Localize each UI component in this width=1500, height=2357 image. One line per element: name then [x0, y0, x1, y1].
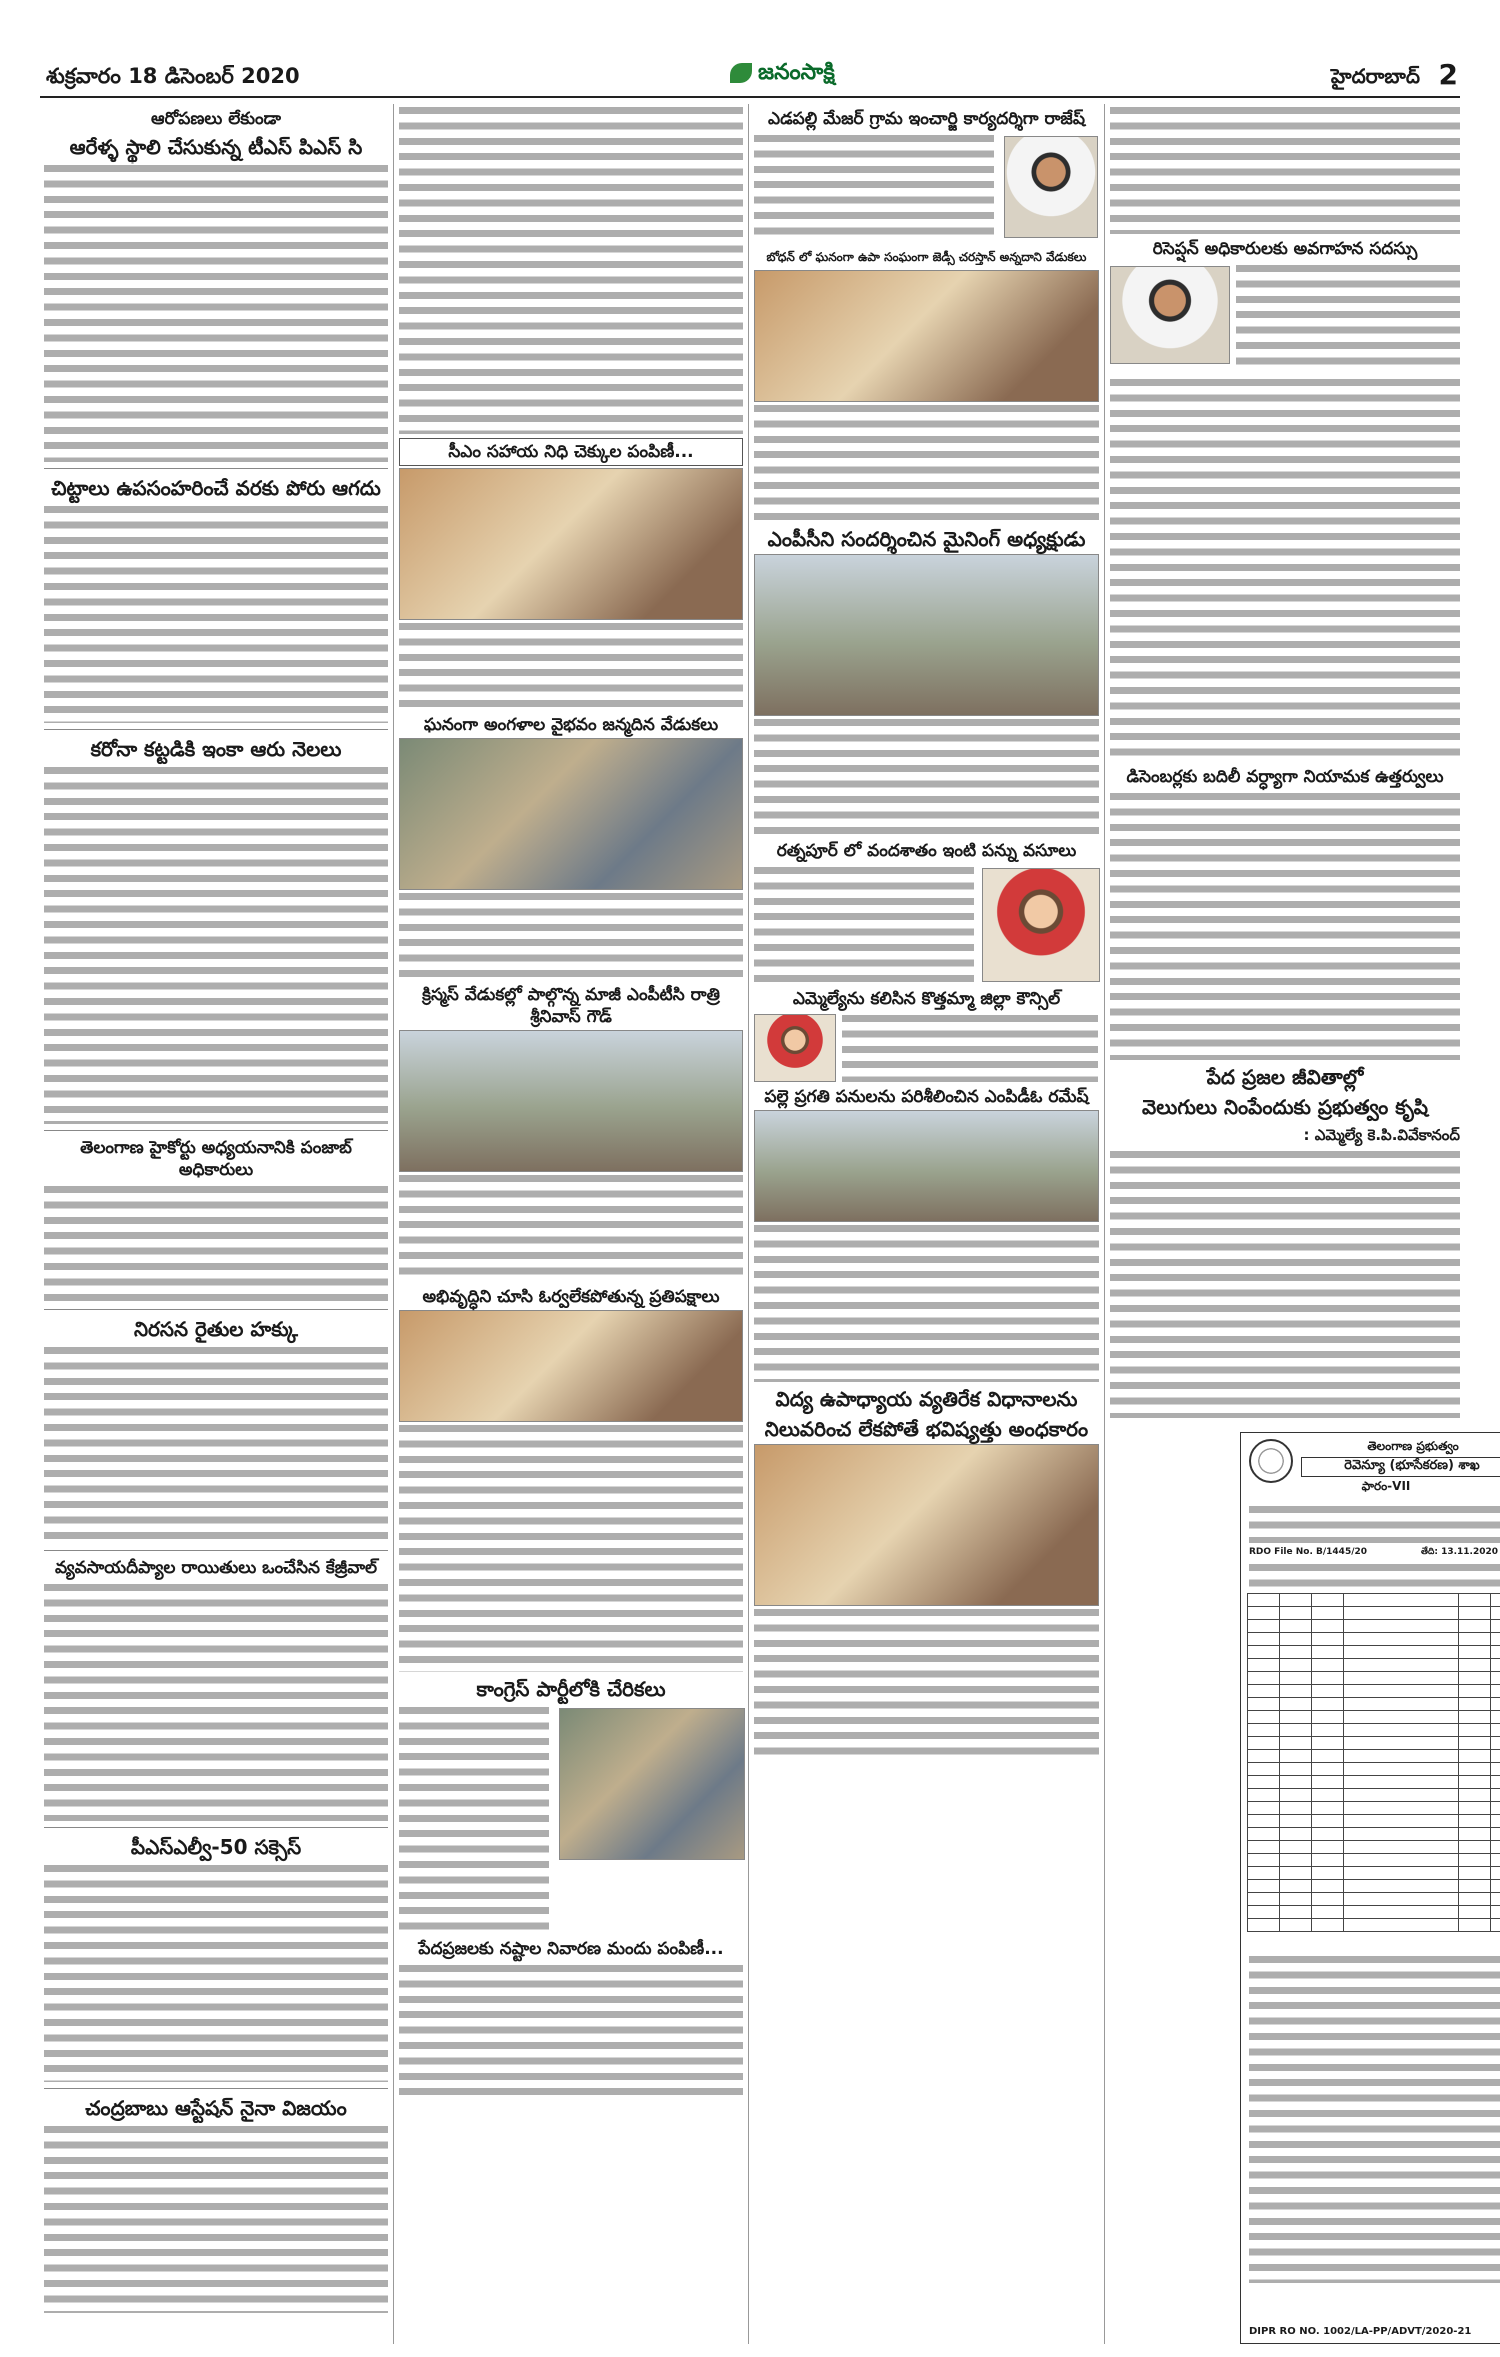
notice-form: ఫారం-VII: [1361, 1479, 1411, 1493]
article-body: [754, 1222, 1099, 1382]
notice-table-cell: [1491, 1724, 1500, 1737]
divider: [44, 729, 388, 730]
notice-table-row: [1248, 1620, 1500, 1633]
notice-table-cell: [1459, 1737, 1491, 1750]
portrait-photo: [1004, 136, 1098, 238]
notice-table-cell: [1312, 1698, 1344, 1711]
notice-table-cell: [1248, 1789, 1280, 1802]
notice-ref: RDO File No. B/1445/20: [1249, 1547, 1368, 1557]
notice-table-cell: [1280, 1802, 1312, 1815]
notice-table-cell: [1312, 1750, 1344, 1763]
notice-table-cell: [1248, 1672, 1280, 1685]
notice-table-row: [1248, 1607, 1500, 1620]
notice-table-cell: [1344, 1789, 1459, 1802]
headline: వ్యవసాయదీప్యాల రాయితులు ఒంచేసిన కేజ్రీవాల్: [54, 1558, 378, 1578]
headline: కాంగ్రెస్ పార్టీలోకి చేరికలు: [476, 1677, 666, 1701]
notice-table-cell: [1312, 1867, 1344, 1880]
notice-table-cell: [1312, 1724, 1344, 1737]
portrait-photo: [982, 868, 1100, 982]
notice-table-cell: [1312, 1880, 1344, 1893]
notice-table-cell: [1459, 1594, 1491, 1607]
notice-table-cell: [1280, 1659, 1312, 1672]
headline: కరోనా కట్టడికి ఇంకా ఆరు నెలలు: [90, 737, 342, 761]
divider: [44, 2088, 388, 2089]
notice-table-cell: [1344, 1815, 1459, 1828]
article-body: [1110, 104, 1460, 234]
photo: [754, 270, 1099, 402]
article-body: [399, 1704, 549, 1934]
headline: నిరసన రైతుల హక్కు: [134, 1317, 298, 1341]
notice-table-cell: [1248, 1776, 1280, 1789]
headline: తెలంగాణ హైకోర్టు అధ్యయనానికి పంజాబ్ అధికారులు: [80, 1138, 352, 1180]
issue-date: శుక్రవారం 18 డిసెంబర్ 2020: [46, 64, 300, 88]
headline: క్రిస్మస్ వేడుకల్లో పాల్గొన్న మాజీ ఎంపీటీసి రాత్రి శ్రీనివాస్ గౌడ్: [422, 985, 720, 1027]
notice-table-cell: [1459, 1607, 1491, 1620]
notice-table-cell: [1491, 1750, 1500, 1763]
notice-table-cell: [1344, 1620, 1459, 1633]
headline: అభివృద్ధిని చూసి ఓర్వలేకపోతున్న ప్రతిపక్షాలు: [422, 1287, 720, 1307]
notice-schedule-table: [1247, 1593, 1500, 1932]
article-body: [44, 764, 388, 1124]
notice-table-row: [1248, 1776, 1500, 1789]
article-body: [1110, 376, 1460, 762]
notice-table-cell: [1248, 1893, 1280, 1906]
newspaper-logo: [730, 60, 835, 90]
notice-table-row: [1248, 1633, 1500, 1646]
notice-table-cell: [1459, 1815, 1491, 1828]
notice-table-cell: [1344, 1906, 1459, 1919]
notice-table-cell: [1248, 1854, 1280, 1867]
notice-table-row: [1248, 1724, 1500, 1737]
headline: పేదప్రజలకు నష్టాల నివారణ మందు పంపిణీ...: [418, 1939, 724, 1959]
notice-table-cell: [1280, 1919, 1312, 1932]
notice-table-row: [1248, 1802, 1500, 1815]
notice-table-cell: [1248, 1659, 1280, 1672]
headline: చిట్టాలు ఉపసంహరించే వరకు పోరు ఆగదు: [51, 476, 381, 500]
article-body: [1110, 790, 1460, 1060]
notice-table-cell: [1491, 1607, 1500, 1620]
notice-table-row: [1248, 1711, 1500, 1724]
notice-table-cell: [1280, 1867, 1312, 1880]
article-body: [399, 1172, 743, 1282]
divider: [44, 1130, 388, 1131]
article-body: [754, 864, 974, 984]
article-body: [1110, 1148, 1460, 1418]
headline: రిసెప్షన్ అధికారులకు అవగాహన సదస్సు: [1152, 239, 1418, 259]
notice-table-cell: [1491, 1789, 1500, 1802]
notice-table-cell: [1248, 1880, 1280, 1893]
article-body: [754, 402, 1099, 522]
headline: రత్నపూర్ లో వందశాతం ఇంటి పన్ను వసూలు: [776, 841, 1077, 861]
notice-table-cell: [1344, 1724, 1459, 1737]
notice-table-cell: [1491, 1919, 1500, 1932]
notice-table-cell: [1344, 1893, 1459, 1906]
notice-department: రెవెన్యూ (భూసేకరణ) శాఖ: [1301, 1457, 1500, 1477]
column-divider: [748, 104, 749, 2344]
headline: బోధన్ లో ఘనంగా ఉపా సంఘంగా జెడ్సీ చరస్తాన్ అన్నదాని వేడుకలు: [766, 250, 1087, 264]
notice-header: తెలంగాణ ప్రభుత్వం: [1367, 1439, 1459, 1453]
photo: [399, 738, 743, 890]
notice-table-cell: [1459, 1854, 1491, 1867]
article-body: [44, 1183, 388, 1303]
notice-table-cell: [1280, 1906, 1312, 1919]
headline-sub: ఆరేళ్ళ స్థాలి చేసుకున్న టీఎస్ పిఎస్ సి: [69, 135, 363, 159]
notice-table-cell: [1248, 1594, 1280, 1607]
headline: ఎమ్మెల్యేను కలిసిన కొత్తమ్మా జిల్లా కౌన్సిల్: [792, 989, 1061, 1009]
notice-table-cell: [1312, 1607, 1344, 1620]
notice-table-cell: [1491, 1893, 1500, 1906]
headline: ఆరోపణలు లేకుండా: [151, 109, 281, 129]
notice-table-cell: [1312, 1893, 1344, 1906]
notice-table-cell: [1248, 1711, 1280, 1724]
notice-table-cell: [1491, 1776, 1500, 1789]
notice-table-cell: [1312, 1763, 1344, 1776]
notice-table-cell: [1459, 1685, 1491, 1698]
brand-name: జనంసాక్షి: [758, 60, 835, 85]
government-notice: [1240, 1432, 1500, 2344]
photo: [754, 1444, 1099, 1606]
article-with-photo: [754, 132, 1099, 242]
notice-table-cell: [1459, 1880, 1491, 1893]
notice-table-cell: [1280, 1854, 1312, 1867]
notice-table-row: [1248, 1854, 1500, 1867]
notice-table-cell: [1280, 1841, 1312, 1854]
notice-table-cell: [1248, 1867, 1280, 1880]
notice-table-cell: [1344, 1672, 1459, 1685]
article-body: [754, 1606, 1099, 1756]
notice-table-cell: [1312, 1906, 1344, 1919]
notice-table-cell: [1491, 1828, 1500, 1841]
divider: [44, 1827, 388, 1828]
notice-table-cell: [1312, 1620, 1344, 1633]
notice-table-cell: [1491, 1906, 1500, 1919]
notice-table-cell: [1491, 1659, 1500, 1672]
column-3: [754, 104, 1099, 1756]
notice-table-cell: [1459, 1893, 1491, 1906]
photo: [399, 1310, 743, 1422]
masthead: [40, 60, 1460, 96]
divider: [44, 468, 388, 469]
notice-table-cell: [1280, 1711, 1312, 1724]
notice-table-cell: [1312, 1919, 1344, 1932]
notice-table-cell: [1459, 1633, 1491, 1646]
notice-table-cell: [1491, 1620, 1500, 1633]
headline: పల్లె ప్రగతి పనులను పరిశీలించిన ఎంపిడీఓ రమేష్: [764, 1087, 1089, 1107]
notice-table-cell: [1344, 1633, 1459, 1646]
notice-table-cell: [1248, 1685, 1280, 1698]
notice-table-cell: [1459, 1763, 1491, 1776]
notice-table-cell: [1280, 1828, 1312, 1841]
notice-table-cell: [1344, 1828, 1459, 1841]
notice-table-cell: [1491, 1594, 1500, 1607]
leaf-icon: [730, 63, 752, 83]
notice-table-row: [1248, 1867, 1500, 1880]
notice-table-cell: [1312, 1646, 1344, 1659]
notice-table-cell: [1280, 1724, 1312, 1737]
notice-table-cell: [1344, 1659, 1459, 1672]
notice-table-cell: [1459, 1711, 1491, 1724]
notice-table-cell: [1248, 1750, 1280, 1763]
notice-table-cell: [1248, 1906, 1280, 1919]
notice-table-row: [1248, 1841, 1500, 1854]
notice-table-cell: [1312, 1737, 1344, 1750]
notice-table-cell: [1312, 1776, 1344, 1789]
notice-table-cell: [1248, 1828, 1280, 1841]
headline-sub: నిలువరించ లేకపోతే భవిష్యత్తు అంధకారం: [764, 1417, 1089, 1441]
notice-table-cell: [1312, 1685, 1344, 1698]
portrait-photo: [754, 1014, 836, 1082]
portrait-photo: [1110, 266, 1230, 364]
notice-table-cell: [1459, 1750, 1491, 1763]
notice-table-cell: [1312, 1789, 1344, 1802]
article-body: [44, 1344, 388, 1544]
notice-table-cell: [1491, 1685, 1500, 1698]
notice-table-cell: [1491, 1672, 1500, 1685]
photo: [399, 1030, 743, 1172]
notice-table-cell: [1280, 1789, 1312, 1802]
notice-table-cell: [1280, 1672, 1312, 1685]
notice-table-cell: [1248, 1919, 1280, 1932]
notice-table-cell: [1491, 1633, 1500, 1646]
notice-table-cell: [1344, 1776, 1459, 1789]
notice-table-cell: [1312, 1659, 1344, 1672]
notice-table-cell: [1491, 1880, 1500, 1893]
notice-table-cell: [1280, 1633, 1312, 1646]
notice-table-cell: [1280, 1880, 1312, 1893]
notice-table-row: [1248, 1880, 1500, 1893]
notice-table-cell: [1248, 1841, 1280, 1854]
notice-table-cell: [1491, 1802, 1500, 1815]
photo: [559, 1708, 745, 1860]
article-body: [44, 1862, 388, 2082]
notice-table-cell: [1459, 1906, 1491, 1919]
notice-intro: [1249, 1503, 1500, 1543]
headline: ఎడపల్లి మేజర్ గ్రామ ఇంచార్జి కార్యదర్శిగా రాజేష్: [768, 109, 1085, 129]
notice-table-row: [1248, 1646, 1500, 1659]
article-body: [399, 1422, 743, 1672]
notice-table-row: [1248, 1672, 1500, 1685]
notice-table-row: [1248, 1685, 1500, 1698]
notice-table-row: [1248, 1594, 1500, 1607]
notice-table-cell: [1344, 1698, 1459, 1711]
notice-table-cell: [1344, 1802, 1459, 1815]
article-body: [399, 1962, 743, 2102]
notice-table-cell: [1312, 1594, 1344, 1607]
notice-table-cell: [1312, 1633, 1344, 1646]
article-body: [44, 503, 388, 723]
notice-table-cell: [1344, 1919, 1459, 1932]
notice-table-cell: [1312, 1841, 1344, 1854]
notice-table-row: [1248, 1789, 1500, 1802]
article-body: [44, 2123, 388, 2313]
notice-table-cell: [1280, 1893, 1312, 1906]
article-body: [44, 1581, 388, 1821]
notice-table-cell: [1459, 1867, 1491, 1880]
column-4: [1110, 104, 1460, 1418]
notice-table-cell: [1248, 1607, 1280, 1620]
notice-table-cell: [1491, 1763, 1500, 1776]
notice-table-cell: [1312, 1815, 1344, 1828]
notice-table-cell: [1248, 1620, 1280, 1633]
notice-table-cell: [1344, 1685, 1459, 1698]
photo: [754, 554, 1099, 716]
article-with-photo: [1110, 262, 1460, 762]
notice-table-cell: [1280, 1646, 1312, 1659]
column-divider: [393, 104, 394, 2344]
notice-table-cell: [1280, 1620, 1312, 1633]
article-with-photo: [754, 1012, 1099, 1082]
notice-table-cell: [1459, 1724, 1491, 1737]
column-divider: [1104, 104, 1105, 2344]
notice-text: [1249, 1953, 1500, 2283]
article-with-photo: [754, 864, 1099, 984]
notice-date: తేది: 13.11.2020: [1421, 1547, 1499, 1557]
notice-table-cell: [1459, 1919, 1491, 1932]
notice-table-row: [1248, 1659, 1500, 1672]
headline: విద్య ఉపాధ్యాయ వ్యతిరేక విధానాలను: [775, 1387, 1078, 1411]
notice-table-cell: [1280, 1750, 1312, 1763]
edition-city: హైదరాబాద్: [1330, 64, 1420, 88]
notice-table-cell: [1344, 1867, 1459, 1880]
article-body: [842, 1012, 1098, 1082]
notice-table-cell: [1280, 1594, 1312, 1607]
article-body: [1236, 262, 1460, 372]
notice-table-cell: [1344, 1646, 1459, 1659]
headline: పేద ప్రజల జీవితాల్లో: [1206, 1065, 1364, 1089]
article-body: [399, 620, 743, 710]
notice-table-row: [1248, 1919, 1500, 1932]
headline: డిసెంబర్లకు బదిలీ వర్ధ్యాగా నియామక ఉత్తర్వులు: [1126, 767, 1444, 787]
photo: [754, 1110, 1099, 1222]
notice-table-row: [1248, 1763, 1500, 1776]
notice-table-cell: [1344, 1737, 1459, 1750]
notice-table-cell: [1248, 1815, 1280, 1828]
notice-table-cell: [1344, 1594, 1459, 1607]
notice-table-cell: [1459, 1620, 1491, 1633]
notice-table-cell: [1459, 1789, 1491, 1802]
notice-table-cell: [1459, 1828, 1491, 1841]
notice-table-cell: [1248, 1802, 1280, 1815]
notice-table-cell: [1344, 1711, 1459, 1724]
notice-table-cell: [1248, 1633, 1280, 1646]
notice-table-row: [1248, 1750, 1500, 1763]
notice-table-cell: [1312, 1802, 1344, 1815]
notice-table-cell: [1459, 1776, 1491, 1789]
notice-table-cell: [1280, 1763, 1312, 1776]
notice-table-cell: [1248, 1698, 1280, 1711]
notice-table-cell: [1280, 1607, 1312, 1620]
notice-table-cell: [1344, 1750, 1459, 1763]
headline: ఘనంగా అంగళాల వైభవం జన్మదిన వేడుకలు: [423, 715, 719, 735]
notice-table-row: [1248, 1828, 1500, 1841]
notice-table-cell: [1491, 1867, 1500, 1880]
notice-table-cell: [1344, 1854, 1459, 1867]
notice-table-cell: [1248, 1724, 1280, 1737]
article-body: [399, 104, 743, 434]
notice-table-cell: [1491, 1646, 1500, 1659]
headline-sub: వెలుగులు నింపేందుకు ప్రభుత్వం కృషి: [1142, 1095, 1428, 1119]
byline: : ఎమ్మెల్యే కె.పి.వివేకానంద్: [1303, 1126, 1460, 1144]
notice-table-row: [1248, 1737, 1500, 1750]
notice-table-cell: [1491, 1711, 1500, 1724]
article-with-photo: [399, 1704, 743, 1934]
page-number: 2: [1438, 58, 1458, 91]
photo: [399, 468, 743, 620]
divider: [44, 1309, 388, 1310]
headline: ఎంపీసీని సందర్శించిన మైనింగ్ అధ్యక్షుడు: [767, 527, 1086, 551]
notice-table-cell: [1312, 1854, 1344, 1867]
notice-footer-id: DIPR RO NO. 1002/LA-PP/ADVT/2020-21: [1249, 2326, 1472, 2337]
notice-table-cell: [1491, 1698, 1500, 1711]
notice-table-cell: [1248, 1646, 1280, 1659]
article-body: [399, 890, 743, 980]
notice-table-cell: [1312, 1672, 1344, 1685]
notice-table-cell: [1248, 1763, 1280, 1776]
notice-table-row: [1248, 1815, 1500, 1828]
notice-table-cell: [1312, 1711, 1344, 1724]
notice-table-cell: [1280, 1698, 1312, 1711]
masthead-rule: [40, 96, 1460, 98]
notice-table-cell: [1459, 1659, 1491, 1672]
notice-table-cell: [1280, 1815, 1312, 1828]
notice-text: [1249, 1561, 1500, 1589]
notice-table-cell: [1280, 1776, 1312, 1789]
notice-table-cell: [1344, 1841, 1459, 1854]
article-body: [754, 716, 1099, 836]
notice-table-cell: [1280, 1737, 1312, 1750]
notice-table-cell: [1344, 1763, 1459, 1776]
notice-table-cell: [1344, 1880, 1459, 1893]
article-body: [754, 132, 994, 242]
notice-table-cell: [1491, 1841, 1500, 1854]
notice-table-cell: [1312, 1828, 1344, 1841]
notice-table-cell: [1459, 1646, 1491, 1659]
notice-table-cell: [1344, 1607, 1459, 1620]
notice-table-cell: [1459, 1698, 1491, 1711]
column-2: [399, 104, 743, 2102]
notice-table-cell: [1280, 1685, 1312, 1698]
notice-table-cell: [1459, 1802, 1491, 1815]
column-1: [44, 104, 388, 2313]
state-emblem-icon: [1249, 1439, 1293, 1483]
notice-table-row: [1248, 1698, 1500, 1711]
divider: [44, 1550, 388, 1551]
notice-table-cell: [1459, 1841, 1491, 1854]
headline: సీఎం సహాయ నిధి చెక్కుల పంపిణీ...: [399, 438, 743, 466]
notice-table-row: [1248, 1906, 1500, 1919]
notice-table-cell: [1459, 1672, 1491, 1685]
headline: పీఎస్ఎల్వీ-50 సక్సెస్: [130, 1835, 302, 1859]
notice-table-cell: [1491, 1815, 1500, 1828]
article-body: [44, 162, 388, 462]
notice-table-cell: [1248, 1737, 1280, 1750]
notice-table-row: [1248, 1893, 1500, 1906]
headline: చంద్రబాబు ఆస్టేషన్ నైనా విజయం: [85, 2096, 347, 2120]
notice-table-cell: [1491, 1737, 1500, 1750]
notice-table-cell: [1491, 1854, 1500, 1867]
